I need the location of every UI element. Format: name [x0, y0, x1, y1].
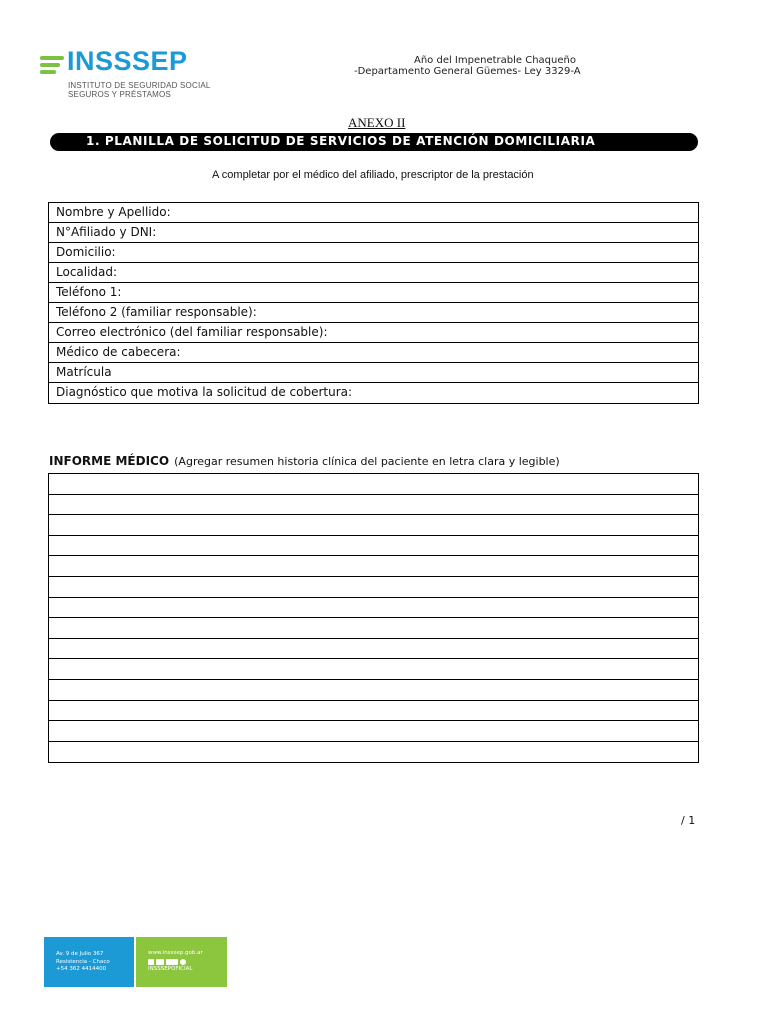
- informe-line[interactable]: [49, 556, 698, 577]
- form-field-telefono-1[interactable]: Teléfono 1:: [49, 283, 698, 303]
- informe-line[interactable]: [49, 639, 698, 660]
- informe-lines-table: [48, 473, 699, 763]
- form-field-correo[interactable]: Correo electrónico (del familiar responsable):: [49, 323, 698, 343]
- annex-title: ANEXO II: [348, 115, 406, 130]
- patient-form-table: [48, 202, 699, 404]
- header-year-motto: Año del Impenetrable Chaqueño: [414, 55, 576, 66]
- twitter-icon[interactable]: [156, 959, 164, 965]
- footer-contact-box: [44, 937, 134, 987]
- form-field-medico[interactable]: Médico de cabecera:: [49, 343, 698, 363]
- informe-line[interactable]: [49, 701, 698, 722]
- footer-phone: +54 362 4414400: [56, 966, 107, 972]
- form-field-nombre[interactable]: Nombre y Apellido:: [49, 203, 698, 223]
- footer-address-line1: Av. 9 de Julio 367: [56, 951, 104, 957]
- informe-line[interactable]: [49, 495, 698, 516]
- form-field-telefono-2[interactable]: Teléfono 2 (familiar responsable):: [49, 303, 698, 323]
- informe-line[interactable]: [49, 618, 698, 639]
- section-title: 1. PLANILLA DE SOLICITUD DE SERVICIOS DE ATENCIÓN DOMICILIARIA: [86, 134, 596, 148]
- footer-address-line2: Resistencia - Chaco: [56, 958, 110, 965]
- facebook-icon[interactable]: [148, 959, 154, 965]
- instruction-text: A completar por el médico del afiliado, prescriptor de la prestación: [212, 169, 534, 181]
- form-field-afiliado-dni[interactable]: N°Afiliado y DNI:: [49, 223, 698, 243]
- informe-note: (Agregar resumen historia clínica del paciente en letra clara y legible): [174, 455, 560, 468]
- informe-line[interactable]: [49, 577, 698, 598]
- footer-web-box: [136, 937, 227, 987]
- instagram-icon[interactable]: [180, 959, 186, 965]
- social-icons: [148, 959, 227, 965]
- logo-subtitle-line1: INSTITUTO DE SEGURIDAD SOCIAL: [68, 81, 211, 90]
- header-department-law: -Departamento General Güemes- Ley 3329-A: [354, 66, 581, 77]
- footer-social-handle: INSSSEPOFICIAL: [148, 965, 193, 972]
- footer-website[interactable]: www.insssep.gob.ar: [148, 950, 203, 956]
- section-title-bar: [50, 133, 698, 151]
- form-field-matricula[interactable]: Matrícula: [49, 363, 698, 383]
- informe-line[interactable]: [49, 659, 698, 680]
- form-field-diagnostico[interactable]: Diagnóstico que motiva la solicitud de cobertura:: [56, 385, 353, 399]
- informe-line[interactable]: [49, 515, 698, 536]
- logo-wordmark: INSSSEP: [67, 46, 188, 76]
- informe-heading: [49, 450, 560, 469]
- logo-stripes-icon: [40, 56, 64, 78]
- form-field-domicilio[interactable]: Domicilio:: [49, 243, 698, 263]
- informe-line[interactable]: [49, 536, 698, 557]
- informe-line[interactable]: [49, 721, 698, 742]
- insssep-logo: [40, 46, 220, 100]
- informe-line[interactable]: [49, 742, 698, 763]
- informe-title: INFORME MÉDICO: [49, 454, 170, 468]
- logo-subtitle-line2: SEGUROS Y PRÉSTAMOS: [68, 90, 171, 99]
- informe-line[interactable]: [49, 598, 698, 619]
- youtube-icon[interactable]: [166, 959, 178, 965]
- page-number: / 1: [681, 814, 696, 827]
- form-field-localidad[interactable]: Localidad:: [49, 263, 698, 283]
- informe-line[interactable]: [49, 680, 698, 701]
- informe-line[interactable]: [49, 474, 698, 495]
